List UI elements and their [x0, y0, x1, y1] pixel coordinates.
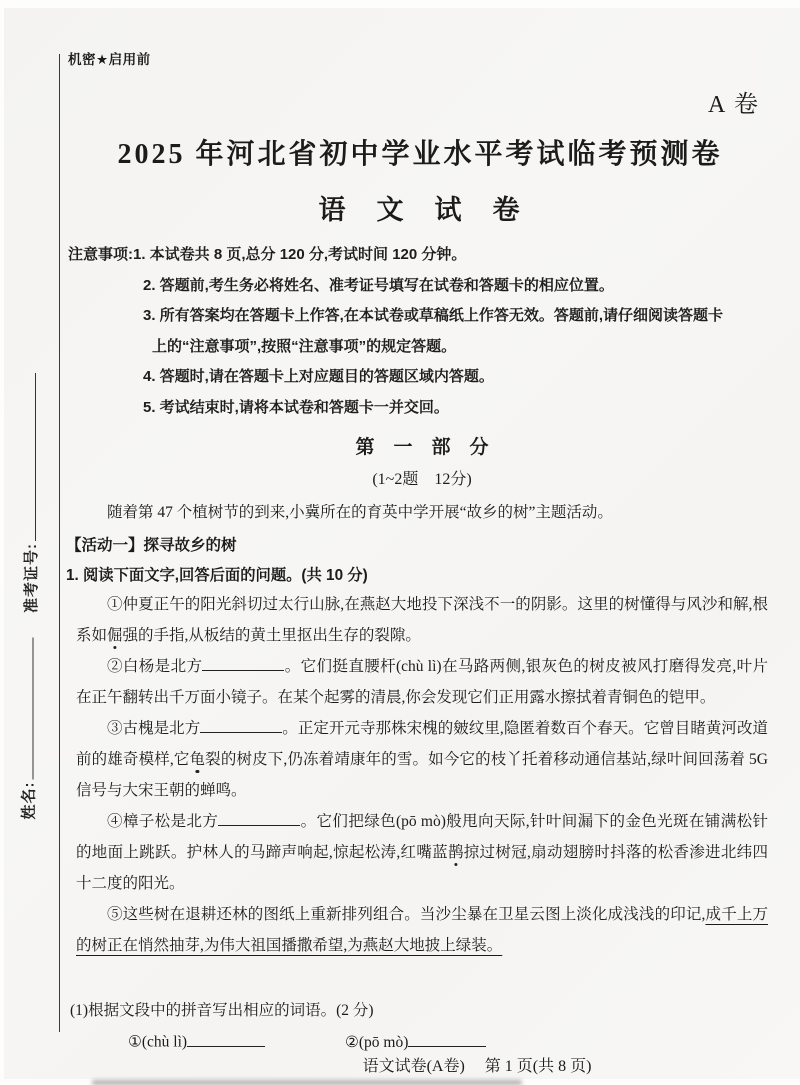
notice-line: 5. 考试结束时,请将本试卷和答题卡一并交回。	[143, 398, 449, 416]
notice-line-1: 1. 本试卷共 8 页,总分 120 分,考试时间 120 分钟。	[133, 246, 467, 263]
passage-text: 裂的树皮下,仍冻着靖康年的雪。如今它的枝丫托着移动通信基站,绿叶间回荡着 5G 信号与大宋王朝的蝉鸣。	[76, 751, 768, 799]
passage-text: ④樟子松是北方	[107, 813, 219, 830]
emphasized-character: 龟	[189, 751, 206, 768]
sub-question-1: (1)根据文段中的拼音写出相应的词语。(2 分)	[70, 1002, 374, 1019]
page-footer: 语文试卷(A卷) 第 1 页(共 8 页)	[362, 1058, 592, 1075]
pinyin-blank-1	[187, 1030, 265, 1047]
passage-text: 。正定开元寺那株宋槐的皴纹里,隐匿着数百个春天。它曾目睹黄河改道前的雄奇模样,它	[76, 720, 768, 768]
passage-text: ①仲夏正午的阳光斜切过太行山脉,在燕赵大地投下深浅不一的阴影。这里的树懂得与风沙和解,根系如	[76, 596, 768, 644]
name-label: 姓名:	[20, 781, 38, 820]
pinyin-blank-2	[408, 1030, 486, 1047]
passage-paragraph	[76, 713, 768, 806]
notices-heading: 注意事项:	[68, 246, 133, 263]
reading-passage	[76, 589, 768, 961]
notice-line: 2. 答题前,考生务必将姓名、准考证号填写在试卷和答题卡的相应位置。	[143, 276, 614, 294]
activity-one-heading: 【活动一】探寻故乡的树	[66, 537, 237, 554]
notices-list	[68, 271, 780, 424]
notices-block	[68, 240, 780, 423]
passage-paragraph	[76, 651, 768, 713]
pinyin-answer-row	[128, 1030, 486, 1052]
name-blank	[18, 638, 34, 780]
question-1-lead: 1. 阅读下面文字,回答后面的问题。(共 10 分)	[66, 567, 368, 584]
passage-text: 强的手指,从板结的黄土里抠出生存的裂隙。	[122, 627, 421, 644]
notice-line: 4. 答题时,请在答题卡上对应题目的答题区域内答题。	[143, 368, 494, 385]
fill-in-blank	[200, 717, 282, 734]
pinyin-item-1: ①(chù lì)	[128, 1033, 188, 1051]
underlined-sentence: 成千上万的树正在悄然抽芽,为伟大祖国播撒希望,为燕赵大地披上绿装。	[76, 906, 768, 954]
name-field	[18, 600, 39, 820]
exam-number-label: 准考证号:	[23, 543, 40, 613]
passage-text: ⑤这些树在退耕还林的图纸上重新排列组合。当沙尘暴在卫星云图上淡化成浅浅的印记,	[107, 906, 706, 923]
notice-line: 上的“注意事项”,按照“注意事项”的规定答题。	[152, 337, 457, 355]
passage-paragraph	[76, 806, 768, 899]
exam-number-field	[20, 280, 41, 613]
pinyin-item-2: ②(pō mò)	[344, 1033, 409, 1051]
passage-text: 。它们挺直腰杆(chù lì)在马路两侧,银灰色的树皮被风打磨得发亮,叶片在正午翻转出千万面小镜子。在某个起雾的清晨,你会发现它们正用露水擦拭着青铜色的铠甲。	[76, 658, 768, 706]
passage-paragraph	[76, 899, 768, 961]
classification-label: 机密★启用前	[68, 52, 151, 67]
fill-in-blank	[218, 810, 300, 827]
passage-text: ③古槐是北方	[107, 720, 201, 737]
passage-paragraph	[76, 589, 768, 651]
part-one-heading: 第 一 部 分	[355, 437, 489, 458]
paper-variant-label: A 卷	[707, 92, 760, 118]
passage-text: 。它们把绿色(pō mò)般甩向天际,针叶间漏下的金色光斑在铺满松针的地面上跳跃。护林人的马蹄声响起,惊起松涛,红嘴蓝	[76, 813, 768, 861]
subject-title: 语 文 试 卷	[318, 195, 522, 225]
part-one-score: (1~2题 12分)	[372, 471, 472, 488]
emphasized-character: 倔	[107, 627, 123, 644]
passage-text: ②白杨是北方	[107, 658, 203, 675]
emphasized-character: 鹊	[447, 844, 464, 861]
passage-text: 掠过树冠,扇动翅膀时抖落的松香渗进北纬四十二度的阳光。	[76, 844, 768, 892]
notice-line: 3. 所有答案均在答题卡上作答,在本试卷或草稿纸上作答无效。答题前,请仔细阅读答题卡	[143, 307, 724, 324]
fill-in-blank	[202, 655, 284, 672]
exam-number-blank	[20, 373, 36, 541]
intro-text: 随着第 47 个植树节的到来,小冀所在的育英中学开展“故乡的树”主题活动。	[107, 504, 613, 521]
exam-title: 2025 年河北省初中学业水平考试临考预测卷	[117, 139, 723, 170]
scan-artifact	[92, 1080, 522, 1085]
